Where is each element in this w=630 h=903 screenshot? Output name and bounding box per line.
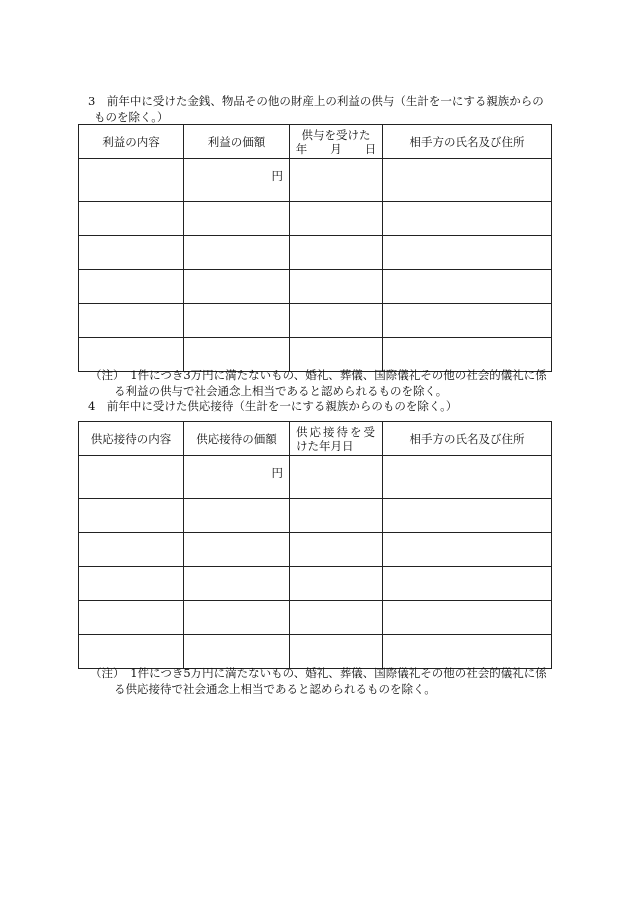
benefit-content-cell[interactable] [79,202,184,236]
table-row [79,159,552,202]
entertainment-value-cell[interactable] [184,456,290,499]
entertainment-content-cell[interactable] [79,456,184,499]
section3-heading [88,93,544,125]
benefit-party-cell[interactable] [383,304,552,338]
table-row [79,304,552,338]
entertainment-date-cell[interactable] [290,499,383,533]
yen-unit-label: 円 [271,466,283,480]
entertainment-table-header-row [79,422,552,456]
section3-note-line1: （注） 1件につき3万円に満たないもの、婚礼、葬儀、国際儀礼その他の社会的儀礼に係 [90,368,547,382]
benefit-party-cell[interactable] [383,202,552,236]
benefit-party-cell[interactable] [383,159,552,202]
entertainment-content-cell[interactable] [79,567,184,601]
entertainment-table [78,421,552,669]
benefit-party-cell[interactable] [383,270,552,304]
header-benefit-date [290,125,383,159]
benefit-date-cell[interactable] [290,159,383,202]
entertainment-date-cell[interactable] [290,601,383,635]
benefit-content-cell[interactable] [79,270,184,304]
entertainment-date-cell[interactable] [290,456,383,499]
benefit-value-cell[interactable] [184,202,290,236]
entertainment-value-cell[interactable] [184,635,290,669]
header-entertainment-date-line2: けた年月日 [296,438,354,453]
entertainment-date-cell[interactable] [290,533,383,567]
header-benefit-value: 利益の価額 [184,125,290,159]
entertainment-party-cell[interactable] [383,499,552,533]
entertainment-date-cell[interactable] [290,635,383,669]
section4-note [90,665,547,697]
entertainment-party-cell[interactable] [383,567,552,601]
benefit-value-cell[interactable] [184,159,290,202]
entertainment-party-cell[interactable] [383,533,552,567]
benefit-value-cell[interactable] [184,236,290,270]
header-entertainment-date [290,422,383,456]
benefit-content-cell[interactable] [79,236,184,270]
yen-unit-label: 円 [271,169,283,183]
section3-note [90,367,547,399]
table-row [79,456,552,499]
table-row [79,270,552,304]
benefit-date-cell[interactable] [290,304,383,338]
benefit-party-cell[interactable] [383,236,552,270]
table-row [79,567,552,601]
section4-heading: 4 前年中に受けた供応接待（生計を一にする親族からのものを除く。） [88,399,458,413]
section3-note-line2: る利益の供与で社会通念上相当であると認められるものを除く。 [114,384,448,398]
entertainment-value-cell[interactable] [184,567,290,601]
table-row [79,202,552,236]
section3-heading-line1: 3 前年中に受けた金銭、物品その他の財産上の利益の供与（生計を一にする親族からの [88,94,544,108]
entertainment-value-cell[interactable] [184,499,290,533]
header-benefit-date-line2: 年 月 日 [295,141,377,156]
header-benefit-date-line1: 供与を受けた [301,127,371,142]
header-entertainment-value: 供応接待の価額 [184,422,290,456]
entertainment-date-cell[interactable] [290,567,383,601]
entertainment-party-cell[interactable] [383,456,552,499]
section4-note-line2: る供応接待で社会通念上相当であると認められるものを除く。 [114,682,436,696]
header-benefit-content: 利益の内容 [79,125,184,159]
benefit-date-cell[interactable] [290,202,383,236]
benefit-content-cell[interactable] [79,304,184,338]
section4-note-line1: （注） 1件につき5万円に満たないもの、婚礼、葬儀、国際儀礼その他の社会的儀礼に係 [90,666,547,680]
entertainment-party-cell[interactable] [383,635,552,669]
benefit-value-cell[interactable] [184,270,290,304]
entertainment-content-cell[interactable] [79,601,184,635]
benefit-table-header-row [79,125,552,159]
header-entertainment-party: 相手方の氏名及び住所 [383,422,552,456]
header-entertainment-date-line1: 供応接待を受 [296,424,377,439]
entertainment-content-cell[interactable] [79,499,184,533]
header-entertainment-content: 供応接待の内容 [79,422,184,456]
benefit-date-cell[interactable] [290,236,383,270]
section3-heading-line2: ものを除く。） [94,110,169,124]
table-row [79,236,552,270]
entertainment-value-cell[interactable] [184,601,290,635]
benefit-content-cell[interactable] [79,159,184,202]
header-benefit-party: 相手方の氏名及び住所 [383,125,552,159]
entertainment-content-cell[interactable] [79,533,184,567]
table-row [79,533,552,567]
entertainment-content-cell[interactable] [79,635,184,669]
entertainment-party-cell[interactable] [383,601,552,635]
table-row [79,635,552,669]
benefit-date-cell[interactable] [290,270,383,304]
benefit-table [78,124,552,372]
entertainment-value-cell[interactable] [184,533,290,567]
table-row [79,601,552,635]
table-row [79,499,552,533]
benefit-value-cell[interactable] [184,304,290,338]
